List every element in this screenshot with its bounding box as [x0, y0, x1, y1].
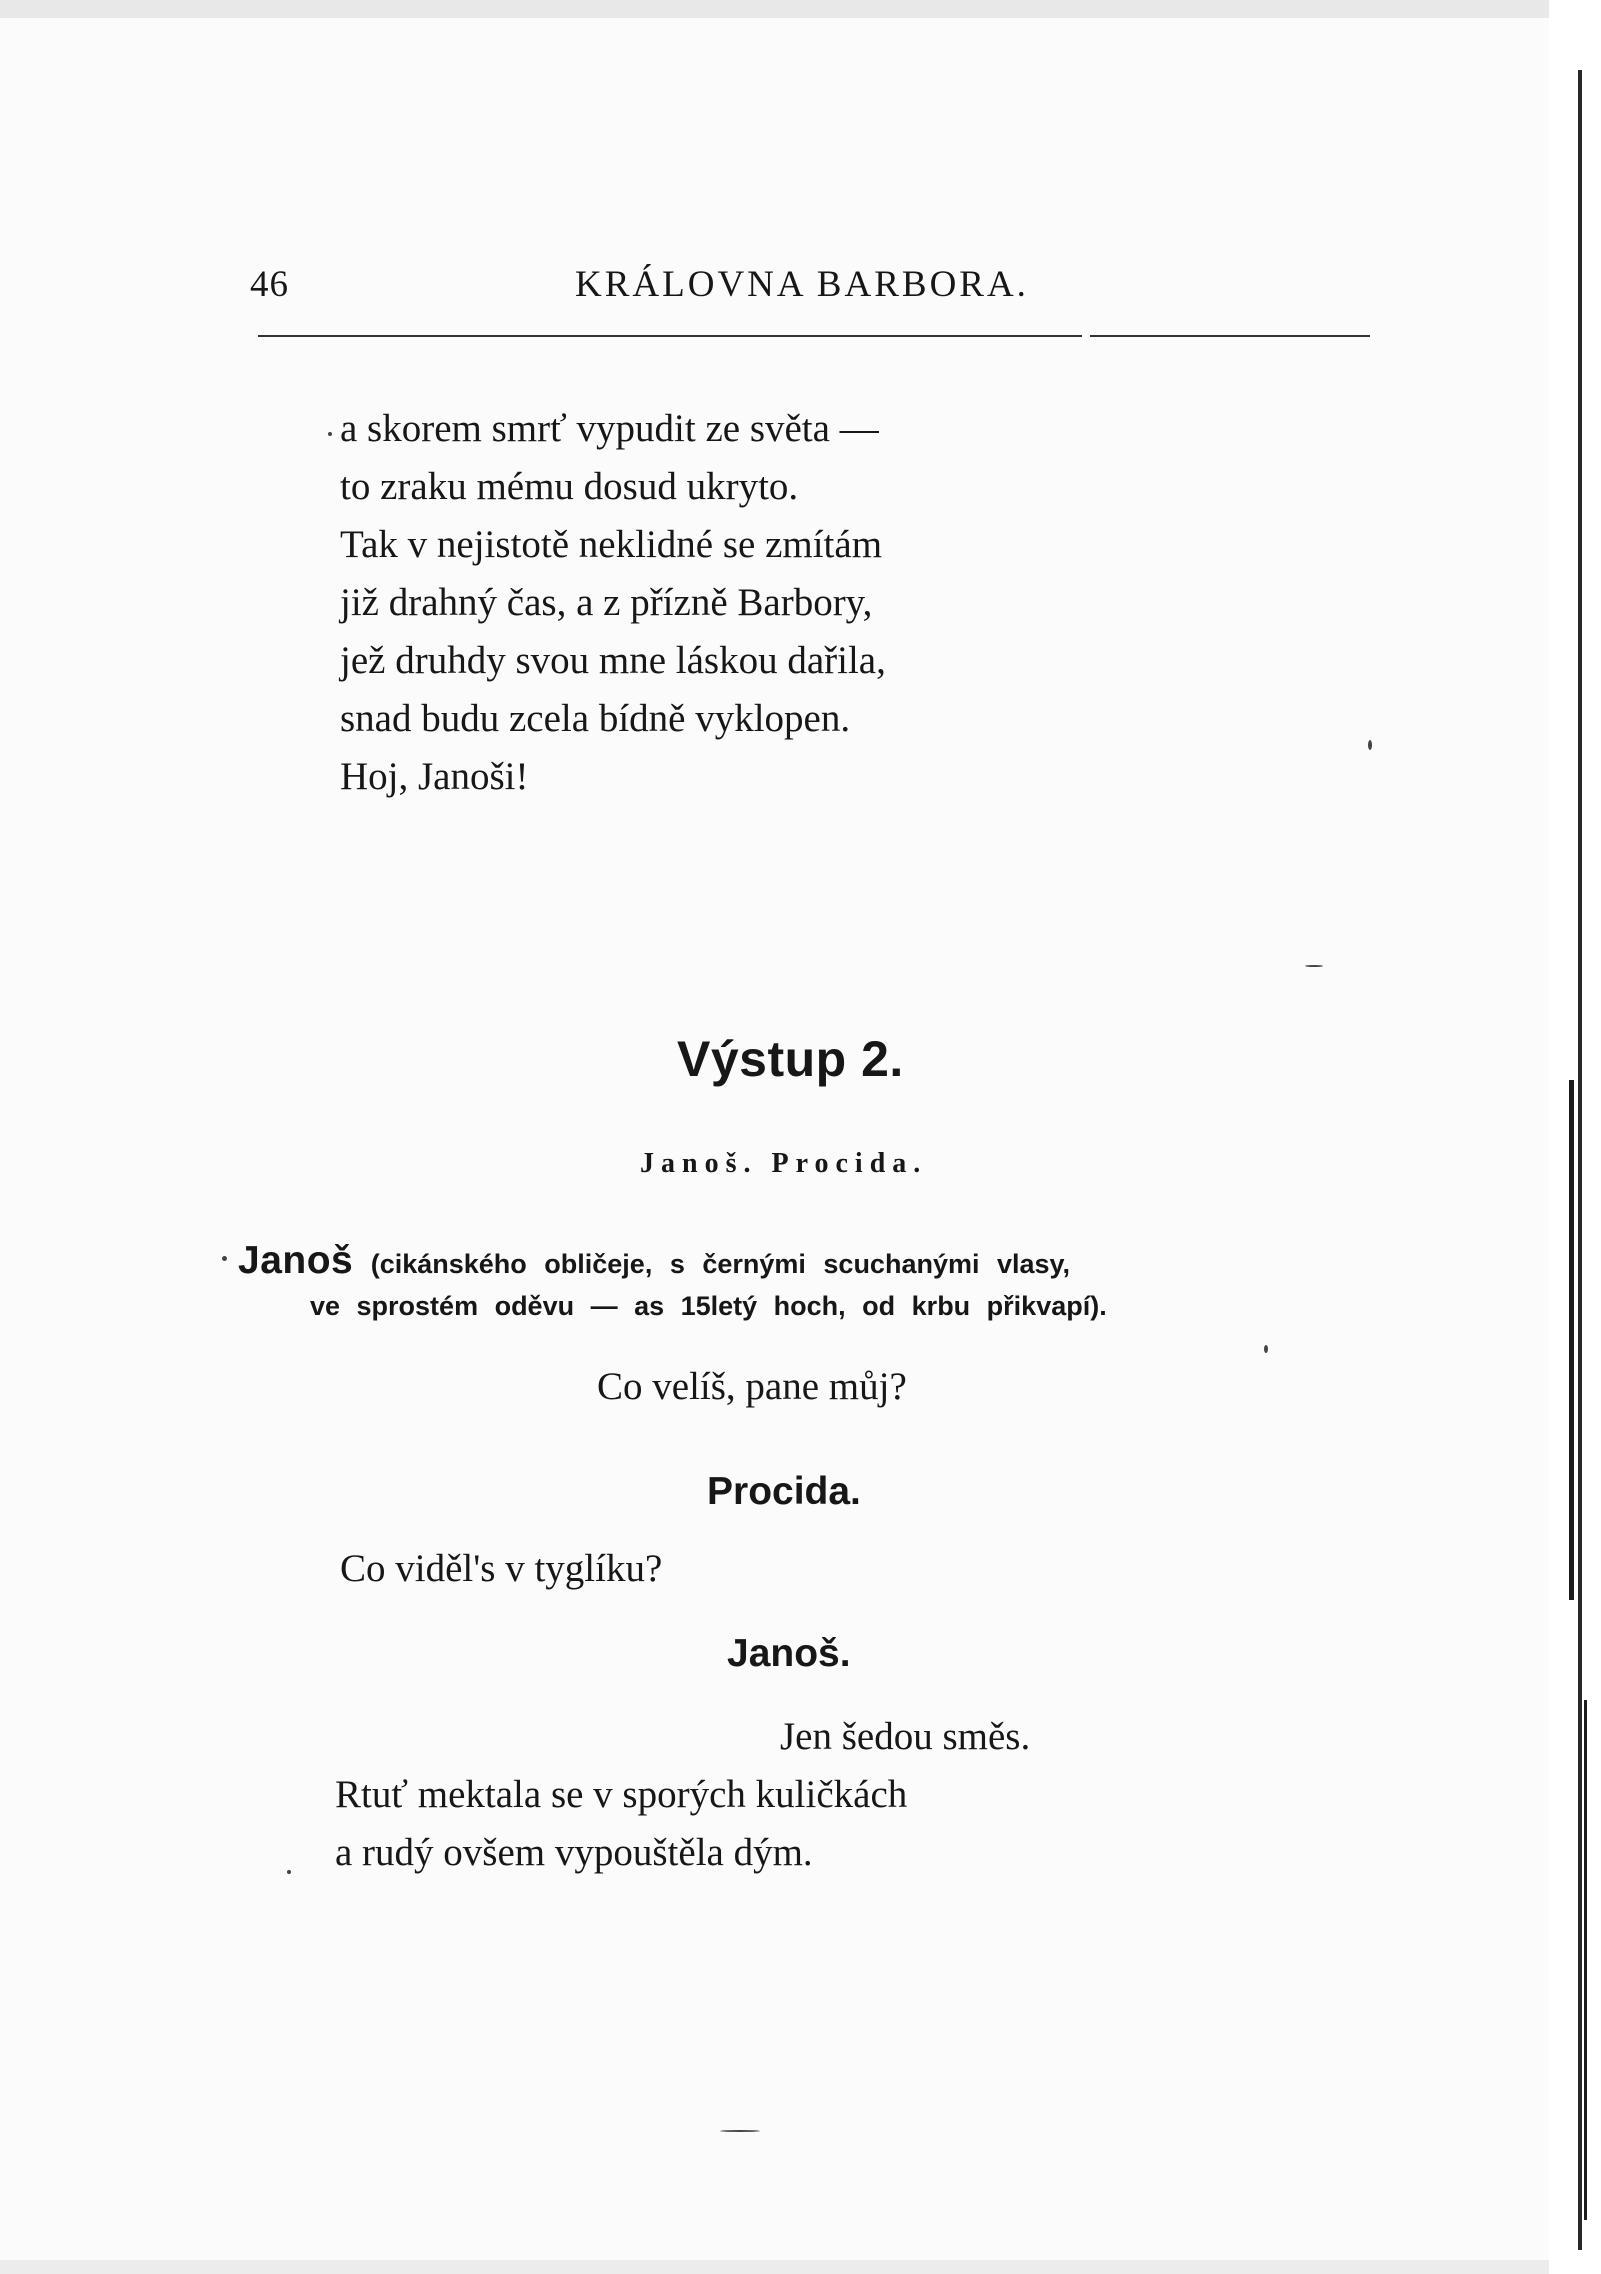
binding-shadow-line: [1569, 1080, 1574, 1600]
running-title: KRÁLOVNA BARBORA.: [575, 264, 1029, 305]
janos-indented-line: Jen šedou směs.: [780, 1715, 1031, 1758]
scan-speck: [222, 1256, 227, 1261]
janos-closing-lines: Rtuť mektala se v sporých kuličkách a rudý ovšem vypouštěla dým.: [335, 1773, 908, 1874]
scene-title: Výstup 2.: [677, 1031, 904, 1087]
opening-verse: a skorem smrť vypudit ze světa — to zraku mému dosud ukryto. Tak v nejistotě neklidné se zmítám již drahný čas, a z přízně Barbory, jež druhdy svou mne láskou dařila, snad budu zcela bídně vyklopen. Hoj, Janoši!: [340, 407, 886, 798]
scan-speck: [1368, 740, 1372, 750]
scan-speck: [287, 1870, 291, 1874]
stage-direction-line: [238, 1240, 1370, 1285]
scan-speck: [1264, 1345, 1268, 1353]
right-scan-edge: [1549, 0, 1601, 2274]
procida-dialogue-line: Co viděl's v tyglíku?: [340, 1547, 663, 1590]
stage-direction: [238, 1240, 1370, 1327]
header-rule-gap: [1082, 332, 1090, 340]
speaker-procida: Procida.: [707, 1470, 861, 1513]
scan-speck: [1305, 965, 1323, 967]
page-number: 46: [250, 264, 289, 305]
scan-speck: [720, 2130, 760, 2132]
binding-shadow-line: [1584, 1700, 1587, 2220]
stage-direction-speaker: Janoš: [238, 1239, 354, 1282]
header-rule: [258, 335, 1370, 337]
janos-dialogue-line: Co velíš, pane můj?: [597, 1365, 907, 1408]
scene-characters: Janoš. Procida.: [640, 1148, 928, 1179]
scan-speck: [328, 432, 332, 436]
speaker-janos: Janoš.: [727, 1632, 851, 1675]
stage-direction-line: ve sprostém oděvu — as 15letý hoch, od krbu přikvapí).: [310, 1291, 1107, 1321]
page-header: [250, 255, 1370, 315]
stage-direction-text: (cikánského obličeje, s černými scuchanými vlasy,: [353, 1249, 1071, 1279]
bottom-page-edge: [0, 2260, 1601, 2274]
top-page-edge: [0, 0, 1601, 18]
binding-shadow-line: [1578, 70, 1582, 2250]
